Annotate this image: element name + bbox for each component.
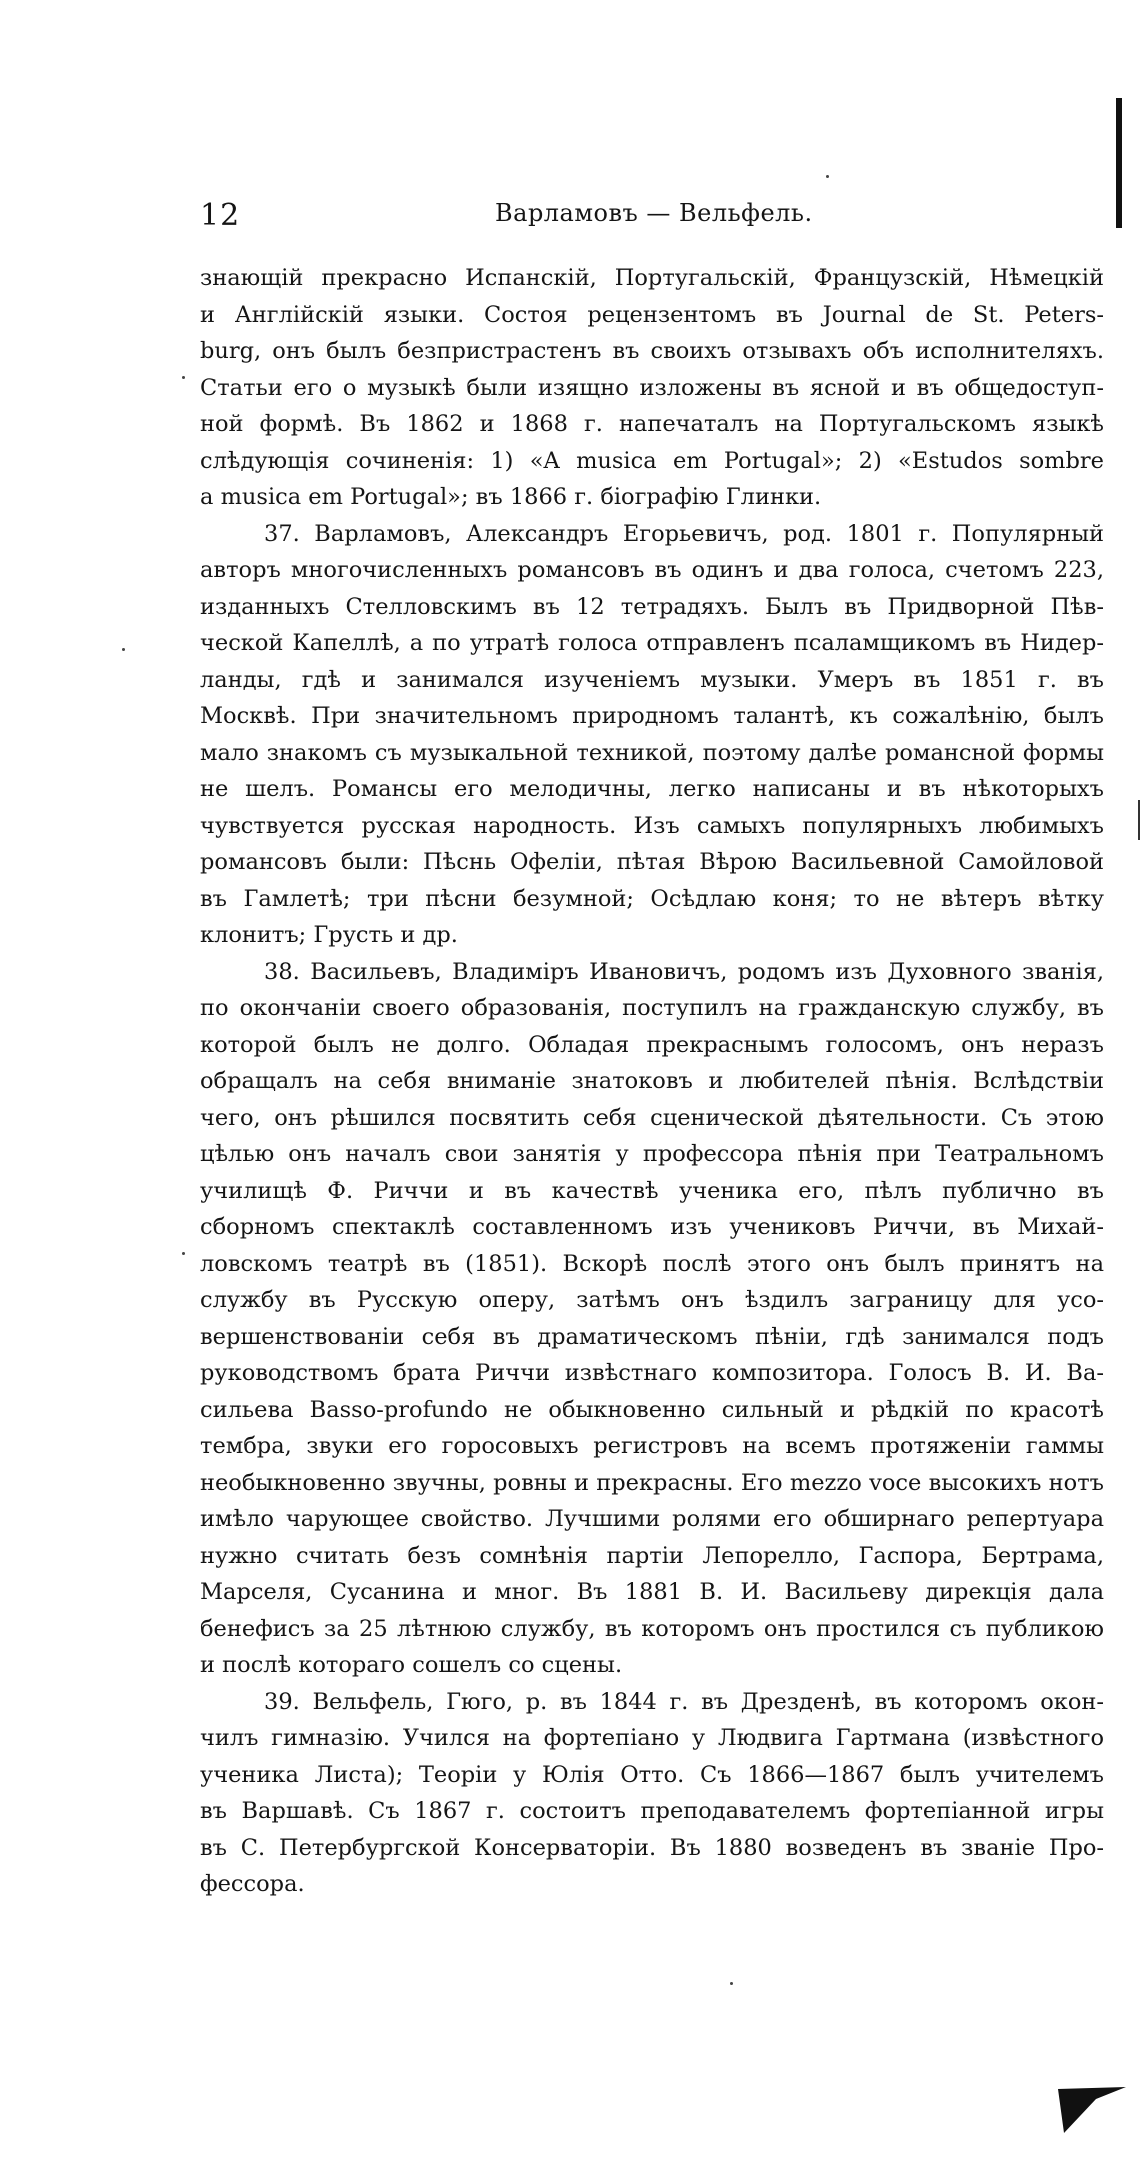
text-line: романсовъ были: Пѣснь Офеліи, пѣтая Вѣрою Васильевной Самойловой bbox=[200, 849, 1104, 875]
text-line: ческой Капеллѣ, а по утратѣ голоса отправленъ псаламщикомъ въ Нидер- bbox=[200, 630, 1104, 656]
text-line: a musica em Portugal»; въ 1866 г. біографію Глинки. bbox=[200, 484, 822, 510]
scan-speck bbox=[122, 648, 125, 651]
text-line: авторъ многочисленныхъ романсовъ въ одинъ и два голоса, счетомъ 223, bbox=[200, 557, 1104, 583]
text-line: Москвѣ. При значительномъ природномъ талантѣ, къ сожалѣнію, былъ bbox=[200, 703, 1104, 729]
text-line: училищѣ Ф. Риччи и въ качествѣ ученика его, пѣлъ публично въ bbox=[200, 1177, 1104, 1204]
entry-39-velfel bbox=[200, 1684, 1104, 1903]
text-line: въ С. Петербургской Консерваторіи. Въ 1880 возведенъ въ званіе Про- bbox=[200, 1834, 1104, 1861]
page-number: 12 bbox=[200, 198, 241, 233]
text-line: чего, онъ рѣшился посвятить себя сценической дѣятельности. Съ этою bbox=[200, 1104, 1104, 1131]
text-line: цѣлью онъ началъ свои занятія у профессора пѣнія при Театральномъ bbox=[200, 1141, 1104, 1167]
text-line: слѣдующія сочиненія: 1) «A musica em Portugal»; 2) «Estudos sombre bbox=[200, 447, 1104, 474]
text-line: необыкновенно звучны, ровны и прекрасны. Его mezzo voce высокихъ нотъ bbox=[200, 1469, 1104, 1496]
entry-38-vasiliev bbox=[200, 954, 1104, 1684]
entry-heading-line: 39. Вельфель, Гюго, р. въ 1844 г. въ Дрезденѣ, въ которомъ окон- bbox=[264, 1688, 1104, 1715]
text-line: мало знакомъ съ музыкальной техникой, поэтому далѣе романсной формы bbox=[200, 739, 1104, 766]
text-line: фессора. bbox=[200, 1871, 305, 1897]
text-line: службу въ Русскую оперу, затѣмъ онъ ѣздилъ заграницу для усо- bbox=[200, 1287, 1104, 1313]
text-line: имѣло чарующее свойство. Лучшими ролями его обширнаго репертуара bbox=[200, 1506, 1104, 1532]
text-line: знающій прекрасно Испанскій, Португальскій, Французскій, Нѣмецкій bbox=[200, 265, 1104, 291]
text-line: и послѣ котораго сошелъ со сцены. bbox=[200, 1652, 623, 1678]
entry-37-varlamov bbox=[200, 516, 1104, 954]
paragraph-glinka-biographer-continuation bbox=[200, 260, 1104, 516]
text-line: burg, онъ былъ безпристрастенъ въ своихъ отзывахъ объ исполнителяхъ. bbox=[200, 338, 1104, 364]
text-line: въ Варшавѣ. Съ 1867 г. состоитъ преподавателемъ фортепіанной игры bbox=[200, 1798, 1104, 1824]
text-line: обращалъ на себя вниманіе знатоковъ и любителей пѣнія. Вслѣдствіи bbox=[200, 1068, 1104, 1094]
text-line: изданныхъ Стелловскимъ въ 12 тетрадяхъ. Былъ въ Придворной Пѣв- bbox=[200, 593, 1104, 620]
text-line: тембра, звуки его горосовыхъ регистровъ на всемъ протяженіи гаммы bbox=[200, 1433, 1104, 1459]
scan-speck bbox=[730, 1982, 733, 1985]
text-line: Марселя, Сусанина и мног. Въ 1881 В. И. Васильеву дирекція дала bbox=[200, 1579, 1104, 1605]
text-line: и Англійскій языки. Состоя рецензентомъ въ Journal de St. Peters- bbox=[200, 301, 1104, 328]
text-line: въ Гамлетѣ; три пѣсни безумной; Осѣдлаю коня; то не вѣтеръ вѣтку bbox=[200, 885, 1104, 912]
scan-speck bbox=[826, 175, 829, 178]
scan-speck bbox=[182, 376, 185, 379]
text-line: которой былъ не долго. Обладая прекраснымъ голосомъ, онъ неразъ bbox=[200, 1031, 1104, 1058]
entry-heading-line: 38. Васильевъ, Владиміръ Ивановичъ, родомъ изъ Духовного званія, bbox=[264, 958, 1104, 985]
text-line: ланды, гдѣ и занимался изученіемъ музыки. Умеръ въ 1851 г. въ bbox=[200, 666, 1104, 693]
page-edge-bar bbox=[1116, 98, 1122, 228]
text-line: клонитъ; Грусть и др. bbox=[200, 922, 458, 948]
text-line: не шелъ. Романсы его мелодичны, легко написаны и въ нѣкоторыхъ bbox=[200, 776, 1104, 802]
text-line: бенефисъ за 25 лѣтнюю службу, въ которомъ онъ простился съ публикою bbox=[200, 1615, 1104, 1642]
scan-corner-mark bbox=[1056, 2085, 1136, 2135]
scan-speck bbox=[182, 1252, 185, 1255]
text-line: ной формѣ. Въ 1862 и 1868 г. напечаталъ на Португальскомъ языкѣ bbox=[200, 411, 1104, 437]
text-line: вершенствованіи себя въ драматическомъ пѣніи, гдѣ занимался подъ bbox=[200, 1323, 1104, 1350]
text-line: сборномъ спектаклѣ составленномъ изъ учениковъ Риччи, въ Михай- bbox=[200, 1214, 1104, 1240]
running-head: Варламовъ — Вельфель. bbox=[495, 199, 813, 227]
text-line: чилъ гимназію. Учился на фортепіано у Людвига Гартмана (извѣстного bbox=[200, 1725, 1104, 1751]
text-line: по окончаніи своего образованія, поступилъ на гражданскую службу, въ bbox=[200, 995, 1104, 1021]
text-line: ловскомъ театрѣ въ (1851). Вскорѣ послѣ этого онъ былъ принятъ на bbox=[200, 1250, 1104, 1277]
text-line: нужно считать безъ сомнѣнія партіи Лепорелло, Гаспора, Бертрама, bbox=[200, 1542, 1104, 1569]
text-line: руководствомъ брата Риччи извѣстнаго композитора. Голосъ В. И. Ва- bbox=[200, 1360, 1104, 1386]
text-line: Статьи его о музыкѣ были изящно изложены въ ясной и въ общедоступ- bbox=[200, 374, 1104, 401]
body-text bbox=[200, 260, 1104, 1903]
entry-heading-line: 37. Варламовъ, Александръ Егорьевичъ, род. 1801 г. Популярный bbox=[264, 520, 1104, 547]
text-line: чувствуется русская народность. Изъ самыхъ популярныхъ любимыхъ bbox=[200, 812, 1104, 839]
text-line: ученика Листа); Теоріи у Юлія Отто. Съ 1866—1867 былъ учителемъ bbox=[200, 1761, 1104, 1788]
text-line: сильева Basso-profundo не обыкновенно сильный и рѣдкій по красотѣ bbox=[200, 1396, 1104, 1423]
